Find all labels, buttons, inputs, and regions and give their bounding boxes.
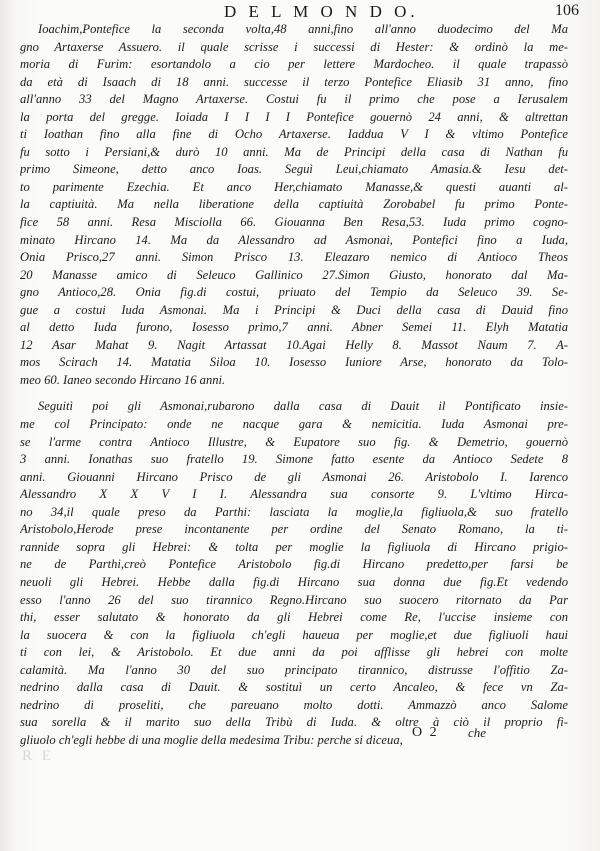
text-line: al detto Iuda furono, Iosesso primo,7 anni. Abner Semei 11. Elyh Matatia <box>20 320 568 335</box>
bleed-through-text: R E <box>22 748 54 764</box>
text-line: minato Hircano 14. Ma da Alessandro ad Asmonai, Pontefici fino a Iuda, <box>20 232 568 247</box>
text-line: nedrino di proseliti, che pareuano molto dotti. Ammazzò anco Salome <box>20 697 568 712</box>
signature-mark: O 2 <box>412 725 439 740</box>
text-line: la captiuità. Ma nella liberatione della captiuità Zorobabel fu primo Ponte- <box>20 197 568 212</box>
catchword: che <box>468 725 487 740</box>
text-line: mos Scirach 14. Matatia Siloa 10. Iosesso Iuniore Arse, honorato da Tolo- <box>20 355 568 370</box>
text-line: fice 58 anni. Resa Misciolla 66. Giouanna Ben Resa,53. Iuda primo cogno- <box>20 215 568 230</box>
text-line: no 34,il quale preso da Parthi: lasciata la moglie,la figliuola,& suo fratello <box>20 504 568 519</box>
paragraph <box>20 21 568 389</box>
text-line: meo 60. Ianeo secondo Hircano 16 anni. <box>20 372 226 387</box>
text-line: Alessandro X X V I I. Alessandra sua consorte 9. L'vltimo Hirca- <box>20 487 568 502</box>
text-line: gno Artaxerse Assuero. il quale scrisse i successi di Hester: & ordinò la me- <box>20 39 568 54</box>
text-line: se l'arme contra Antioco Illustre, & Eupatore suo fig. & Demetrio, gouernò <box>20 434 568 449</box>
body-text <box>20 21 568 749</box>
text-line: fu sotto i Persiani,& durò 10 anni. Ma de Principi della casa di Nathan fu <box>20 144 568 159</box>
text-line: Ioachim,Pontefice la seconda volta,48 anni,fino all'anno duodecimo del Ma <box>38 22 568 36</box>
text-line: neuoli gli Hebrei. Hebbe dalla fig.di Hircano sua donna due fig.Et vedendo <box>20 574 568 589</box>
text-line: gue a costui Iuda Asmonai. Ma i Principi & Duci della casa di Dauid fino <box>20 302 568 317</box>
text-line: me col Principato: onde ne nacque gara & nemicitia. Iuda Asmonai pre- <box>20 417 568 432</box>
text-line: 12 Asar Mahat 9. Nagit Artassat 10.Agai Helly 8. Massot Naum 7. A- <box>20 337 568 352</box>
text-line: da età di Isaach di 18 anni. successe il terzo Pontefice Eliasib 31 anno, fino <box>20 74 568 89</box>
text-line: nedrino dalla casa di Dauit. & sostituì un certo Ancaleo, & fece vn Za- <box>20 680 568 695</box>
text-line: ti Ioathan fino alla fine di Ocho Artaxerse. Iaddua V I & vltimo Pontefice <box>20 127 568 142</box>
text-line: la suocera & con la figliuola ch'egli haueua per moglie,et due figliuoli haui <box>20 627 568 642</box>
text-line: la porta del gregge. Ioiada I I I I Pontefice gouernò 24 anni, & altrettan <box>20 109 568 124</box>
text-line: sua sorella & il marito suo della Tribù di Iuda. & oltre à ciò il proprio fi- <box>20 715 568 730</box>
text-line: esso l'anno 26 del suo tirannico Regno.Hircano suo suocero ritornato da Par <box>20 592 568 607</box>
text-line: calamità. Ma l'anno 30 del suo principato tirannico, distrusse l'offitio Za- <box>20 662 568 677</box>
paragraph-gap <box>20 389 568 398</box>
text-line: anni. Giouanni Hircano Prisco de gli Asmonai 26. Aristobolo I. Iarenco <box>20 469 568 484</box>
text-line: Onia Prisco,27 anni. Simon Prisco 13. Eleazaro nemico di Antioco Theos <box>20 250 568 265</box>
page-number: 106 <box>555 2 579 19</box>
text-line: Seguitì poi gli Asmonai,rubarono dalla casa di Dauit il Pontificato insie- <box>38 399 568 414</box>
paragraph <box>20 398 568 749</box>
text-line: moria di Furim: esortandolo a cio per lettere Mardocheo. il quale trapassò <box>20 57 568 72</box>
text-line: ti con lei, & Aristobolo. Et due anni da poi afflisse gli hebrei con molte <box>20 645 568 660</box>
text-line: gno Antioco,28. Onia fig.di costui, priuato del Tempio da Seleuco 39. Se- <box>20 285 568 300</box>
text-line: 20 Manasse amico di Seleuco Gallinico 27.Simon Giusto, honorato dal Ma- <box>20 267 568 282</box>
running-title: D E L M O N D O. <box>224 2 419 21</box>
text-line: to parimente Ezechia. Et anco Her,chiamato Manasse,& questi auanti al- <box>20 179 568 194</box>
text-line: Aristobolo,Herode prese incontanente per ordine del Senato Romano, la ti- <box>20 522 568 537</box>
text-line: all'anno 33 del Magno Artaxerse. Costui fu il primo che pose a Ierusalem <box>20 92 568 107</box>
text-line: thi, esser salutato & honorato da gli Hebrei come Re, l'uccise insieme con <box>20 610 568 625</box>
text-line: 3 anni. Ionathas suo fratello 19. Simone fatto esente da Antioco Sedete 8 <box>20 452 568 467</box>
text-line: rannide sopra gli Hebrei: & tolta per moglie la figliuola di Hircano prigio- <box>20 539 568 554</box>
text-line: gliuolo ch'egli hebbe di una moglie della medesima Tribu: perche si diceua, <box>20 732 403 747</box>
text-line: ne de Parthi,creò Pontefice Aristobolo fig.di Hircano predetto,per farsi be <box>20 557 568 572</box>
text-line: primo Simeone, detto anco Ioas. Seguì Leui,chiamato Amasia.& Iesu det- <box>20 162 568 177</box>
page-footer <box>20 725 568 747</box>
